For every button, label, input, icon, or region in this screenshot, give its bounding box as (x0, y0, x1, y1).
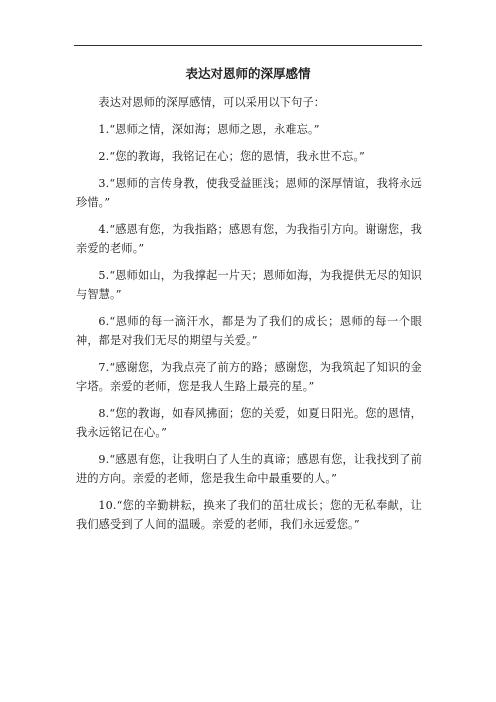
intro-paragraph: 表达对恩师的深厚感情，可以采用以下句子： (98, 96, 326, 109)
header-rule (74, 45, 422, 46)
sentence-item-9: 9.“感恩有您，让我明白了人生的真谛；感恩有您，让我找到了前进的方向。亲爱的老师，您是我生命中最重要的人。” (76, 453, 422, 485)
sentence-item-1: 1.“恩师之情，深如海；恩师之恩，永难忘。” (98, 123, 320, 136)
sentence-item-6: 6.“恩师的每一滴汗水，都是为了我们的成长；恩师的每一个眼神，都是对我们无尽的期望与关爱。” (76, 315, 422, 347)
sentence-item-5: 5.“恩师如山，为我撑起一片天；恩师如海，为我提供无尽的知识与智慧。” (76, 269, 422, 301)
document-body (76, 93, 422, 542)
sentence-item-2: 2.“您的教诲，我铭记在心；您的恩情，我永世不忘。” (98, 150, 365, 163)
sentence-item-4: 4.“感恩有您，为我指路；感恩有您，为我指引方向。谢谢您，我亲爱的老师。” (76, 223, 422, 255)
sentence-item-10: 10.“您的辛勤耕耘，换来了我们的茁壮成长；您的无私奉献，让我们感受到了人间的温暖。亲爱的老师，我们永远爱您。” (76, 499, 422, 531)
sentence-item-7: 7.“感谢您，为我点亮了前方的路；感谢您，为我筑起了知识的金字塔。亲爱的老师，您是我人生路上最亮的星。” (76, 361, 422, 393)
sentence-item-8: 8.“您的教诲，如春风拂面；您的关爱，如夏日阳光。您的恩情，我永远铭记在心。” (76, 407, 422, 439)
sentence-item-3: 3.“恩师的言传身教，使我受益匪浅；恩师的深厚情谊，我将永远珍惜。” (76, 177, 422, 209)
document-title: 表达对恩师的深厚感情 (185, 66, 311, 81)
